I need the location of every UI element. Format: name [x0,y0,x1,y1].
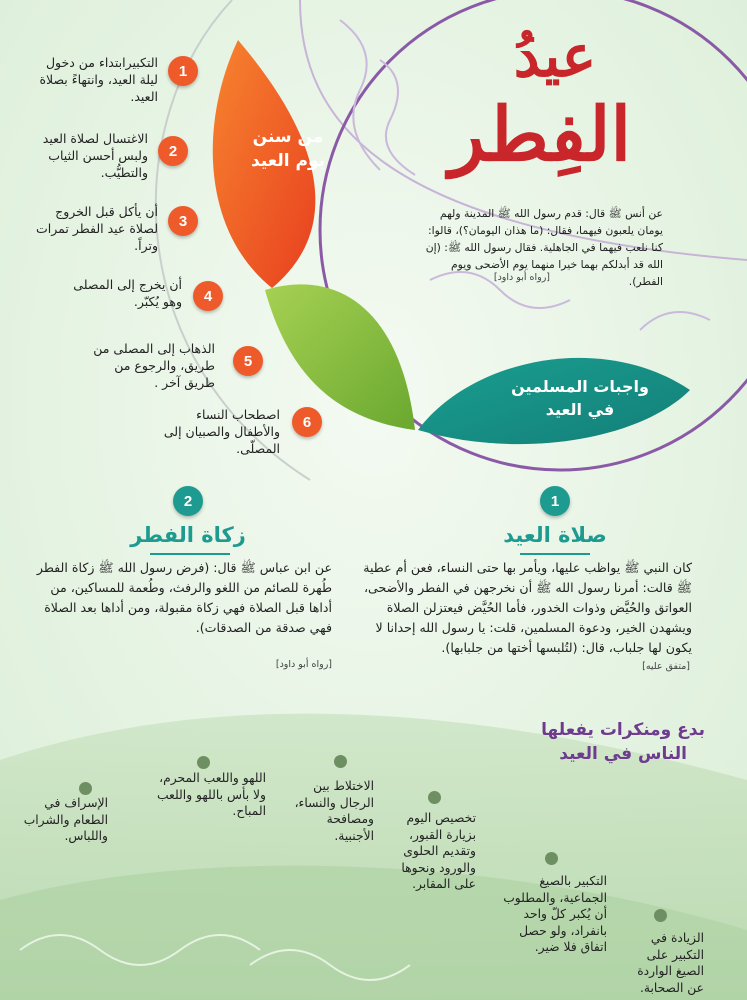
sunnah-text-5: الذهاب إلى المصلى من طريق، والرجوع من طريق آخر . [93,341,215,390]
innovations-title-line2: الناس في العيد [559,744,687,764]
duty1-title: صلاة العيد [503,523,607,547]
sunnah-label-line1: من سنن [252,127,324,147]
duty1-source: [متفق عليه] [642,661,690,672]
sunnah-text-1: التكبيرابتداء من دخول ليلة العيد، وانتهاءً بصلاة العيد. [39,55,158,104]
duty2-source: [رواه أبو داود] [275,659,332,670]
innovation-text-6: الزيادة في التكبير على الصيغ الواردة عن الصحابة. [637,931,704,995]
duty1-number: 1 [540,486,570,516]
sunnah-number-5: 5 [233,346,263,376]
innovation-dot-6 [654,909,667,922]
innovation-dot-5 [545,852,558,865]
sunnah-number-2: 2 [158,136,188,166]
intro-source: [رواه أبو داود] [493,272,550,283]
innovation-text-5: التكبير بالصيغ الجماعية، والمطلوب أن يُكبر كلّ واحد بانفراد، ولو حصل اتفاق فلا ضير. [503,874,607,954]
sunnah-text-2: الاغتسال لصلاة العيد ولبس أحسن الثياب والتطيُّب. [42,131,148,180]
intro-text: عن أنس ﷺ قال: قدم رسول الله ﷺ المدينة ولهم يومان يلعبون فيهما، فقال: (ما هذان اليومان؟)، قالوا: كنا نلعب فيهما في الجاهلية. فقال رسول الله ﷺ: (إن الله قد أبدلكم بهما خيرا منهما يوم الأضحى ويوم الفطر). [425,207,663,288]
duty2-text: عن ابن عباس ﷺ قال: (فرض رسول الله ﷺ زكاة الفطر طُهرة للصائم من اللغو والرفث، وطُعمة للمساكين، من أداها قبل الصلاة فهي زكاة مقبولة، ومن أداها بعد الصلاة فهي صدقة من الصدقات). [36,560,332,635]
page-title-line1: عيدُ [513,22,597,90]
duties-label-line1: واجبات المسلمين [511,377,649,396]
sunnah-text-3: أن يأكل قبل الخروج لصلاة عيد الفطر تمرات وتراً. [36,204,158,253]
innovation-text-3: الاختلاط بين الرجال والنساء، ومصافحة الأجنبية. [294,779,374,843]
sunnah-number-6: 6 [292,407,322,437]
innovation-dot-1 [79,782,92,795]
innovation-text-4: تخصيص اليوم بزيارة القبور، وتقديم الحلوى والورود ونحوها على المقابر. [401,811,476,891]
sunnah-number-1: 1 [168,56,198,86]
innovations-title [505,718,705,766]
duty1-text: كان النبي ﷺ يواظب عليها، ويأمر بها حتى النساء، فعن أم عطية ﷺ قالت: أمرنا رسول الله ﷺ أن نخرجهن في الفطر والأضحى، العواتق والحُيَّض وذوات الخدور، فأما الحُيَّض فيعتزلن الصلاة ويشهدن الخير، ودعوة المسلمين، قلت: يا رسول الله إحدانا لا يكون لها جلباب، قال: (لتُلبسها أختها من جلبابها). [363,560,692,655]
sunnah-label [238,125,338,173]
sunnah-number-3: 3 [168,206,198,236]
duties-label [490,375,670,421]
innovations-title-line1: بدع ومنكرات يفعلها [541,720,705,740]
duty1-underline [520,553,590,555]
sunnah-label-line2: يوم العيد [251,151,325,171]
duties-label-line2: في العيد [545,400,615,419]
innovation-dot-4 [428,791,441,804]
innovation-dot-2 [197,756,210,769]
duty2-underline [150,553,230,555]
innovation-text-1: الإسراف في الطعام والشراب واللباس. [23,796,108,843]
sunnah-text-6: اصطحاب النساء والأطفال والصبيان إلى المصلّى. [163,407,280,456]
sunnah-number-4: 4 [193,281,223,311]
innovation-text-2: اللهو واللعب المحرم، ولا بأس باللهو واللعب المباح. [156,771,266,818]
duty2-number: 2 [173,486,203,516]
page-title-line2: الفِطر [448,92,632,178]
duty2-title: زكاة الفطر [130,523,246,547]
innovation-dot-3 [334,755,347,768]
sunnah-text-4: أن يخرج إلى المصلى وهو يُكبّر. [73,277,182,309]
